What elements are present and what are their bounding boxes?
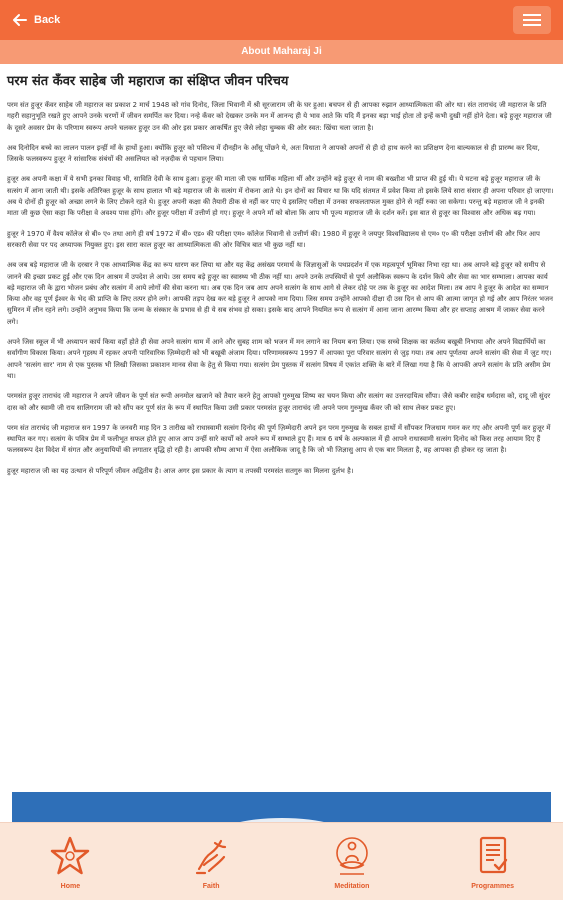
article-content[interactable]	[0, 64, 563, 822]
article-paragraph: परम संत हुजूर कँवर साहेब जी महाराज का प्रकाश 2 मार्च 1948 को गांव दिनोद, जिला भिवानी में श्री सूरजाराम जी के घर हुआ। बचपन से ही आपका रुझान आध्यात्मिकता की ओर था। संत ताराचंद जी महाराज के प्रति गहरी सहानुभूति रखते हुए आपने उनके चरणों में जीवन समर्पित कर दिया। नन्हे कँवर को देखकर उनके मन में आनन्द ही ये भाव आते कि यदि मैं इनका बड़ा भाई होता तो इन्हें कभी दुखी नहीं होने देता। बड़े हुजूर महाराज जी के दूसरे अवसर प्रेम के परिणाम स्वरूप अपने चलकर हुजूर उन की ओर इस प्रकार आकर्षित हुए जैसे लोहा चुम्बक की ओर स्वत: खिंचा चला जाता है।	[7, 101, 552, 132]
top-app-bar	[0, 0, 563, 40]
article-paragraph: अपने जिस स्कूल में भी अध्यापन कार्य किया वहाँ होते ही सेवा अपने सत्संग धाम में आने और सुबह शाम को भजन में मन लगाने का नियम बना लिया। एक सच्चे शिक्षक का कर्तव्य बखूबी निभाया और अपने विद्यार्थियों का सर्वांगीण विकास किया। अपने गृहस्थ में रहकर अपनी पारिवारिक ज़िम्मेदारी को भी बखूबी अंजाम दिया। परिणामस्वरूप 1997 में आपका पूरा परिवार सत्संग से जुड़ गया। तब आप पूर्णतया अपने सत्संग की सेवा में जुट गए। आपने 'सत्संग सार' नाम से एक पुस्तक भी लिखी जिसका प्रकाशन मानव सेवा के हेतु से किया गया। सत्संग प्रेम पुस्तक में सत्संग विषय में एकांत शक्ति के बारे में लिखा गया है कि ये आपकी अपने सत्संग के प्रति असीम प्रेम था।	[7, 338, 552, 380]
article-paragraph: अब जब बड़े महाराज जी के दरबार ने एक आध्यात्मिक केंद्र का रूप धारण कर लिया था और यह केंद्र असंख्य परमार्थ के जिज्ञासुओं के पथप्रदर्शन में एक महत्वपूर्ण भूमिका निभा रहा था। अब आपने बड़े हुजूर को समीप से जानने की इच्छा प्रकट हुई और एक दिन आश्रम में उपदेश ले आये। उस समय बड़े हुजूर का स्वास्थ्य भी ठीक नहीं था। अपने उनके तपस्वियों से पूर्ण अलौकिक स्वरूप के दर्शन किये और सेवा का भार सम्भाला। आपका कार्य बड़े महाराज जी के द्वारा भोजन प्रबंध और सत्संग में आये लोगों की सेवा करना था। अब एक दिन जब आप अपने सत्संग के साथ आगे से लेकर दोहे पर तक के हुजूर का आदेश मिला। तब आप ने हुजूर के आदेश का सम्मान किया और वह पूर्ण ईश्वर के भेद की प्राप्ति के लिए तत्पर होने लगे। आपकी तड़प देख कर बड़े हुजूर ने आपको नाम दिया। जिस समय उन्होंने आपको दीक्षा दी उस दिन से आप की आत्मा जागृत हो गई और आप निरंतर भजन सुमिरन में लीन रहने लगे। उन्होंने अनुभव किया कि जन्म के संस्कार के प्रभाव से ही ये सब संभव हो सका। इसके बाद आपने नियमित रूप से सत्संग में आना जाना आरम्भ किया और हर सप्ताह आश्रम में जाकर सेवा करने लगे।	[7, 261, 553, 326]
article-paragraph: अब दिनोदिन बच्चे का लालन पालन इन्हीं माँ के हाथों हुआ। क्योंकि हुजूर को पसिश्च में दीनहीन के आँसू पोंछने थे, अतः विधाता ने आपको अपनों से ही दो हाथ करने का प्रशिक्षण देना बाल्यकाल से ही प्रारम्भ कर दिया, जिसके फलस्वरूप हुजूर ने सांसारिक संबंधों की असलियत को नज़दीक से पहचान लिया।	[7, 143, 540, 164]
article-paragraph: हुजूर ने 1970 में वैश्य कॉलेज से बी० ए० तथा आगे ही वर्ष 1972 में बी० एड० की परीक्षा एम० कॉलेज भिवानी से उत्तीर्ण की। 1980 में हुजूर ने जयपुर विश्वविद्यालय से एम० ए० की परीक्षा उत्तीर्ण की और फिर आप सरकारी सेवा पर पद अध्यापक नियुक्त हुए। इस सारा काल हुजूर का आध्यात्मिकता की ओर विचित्र बात भी कुछ नहीं था।	[7, 229, 540, 249]
article-paragraph: परम संत ताराचंद जी महाराज सन 1997 के जनवरी माह दिन 3 तारीख को राधास्वामी सत्संग दिनोद की पूर्ण ज़िम्मेदारी अपने इन परम गुरुमुख के सबल हाथों में सौंपकर निजधाम गमन कर गए और अपनी पूर्ण कर हुजूर में स्थापित कर गए। सत्संग के पवित्र प्रेम में फलीभूत सफल होते हुए आज आप उन्हीं सारे कार्यों को अपने रूप में सम्भाले हुए हैं। मात्र 6 वर्ष के अल्पकाल में ही आपने राधास्वामी सत्संग दिनोद को किस तरह आयाम दिए हैं फलस्वरूप देश विदेश में संगत और अनुयायियों की लगातार वृद्धि हो रही है। आपकी सौम्य आभा में ऐसा अलौकिक जादू है कि जो भी जिज्ञासु आप से एक बार मिलता है, वह आपका ही होकर रह जाता है।	[7, 423, 551, 455]
document-icon	[473, 835, 513, 877]
arrow-left-icon	[12, 12, 28, 28]
hands-icon	[191, 835, 231, 877]
bottom-navigation	[0, 822, 563, 900]
page-title-bar	[0, 40, 563, 64]
nav-label-faith: Faith	[202, 883, 220, 890]
back-button[interactable]	[0, 12, 60, 28]
article-paragraph: हुजूर महाराज जी का यह उत्थान से परिपूर्ण जीवन अद्वितीय है। आज अगर इस प्रकार के त्याग व तपस्वी परमसंत सतगुरु का मिलना दुर्लभ है।	[7, 466, 354, 475]
article-paragraph: हुजूर अब अपनी कक्षा में ये सभी इनका विवाह भी, साविति देवी के साथ हुआ। हुजूर की माता जी एक धार्मिक महिला थीं और उन्होंने बड़े हुजूर से नाम की बख्शीश भी प्राप्त की हुई थी। ये घटना बड़े हुजूर महाराज जी के सत्संग में आना जाती थी। इसके अतिरिक्त हुजूर के साथ हालात भी बड़े महाराज जी के सत्संग में रोकना आते थे। इन दोनों का विचार था कि यदि संतमत में प्रवेश किया तो इसके लिये सारा संसार ही अपना परिवार हो जाएगा। अब ये दोनों ही हुजूर को अच्छा लगने के लिए टोकने रहते थे। हुजूर अपनी कक्षा की तैयारी ठीक से नहीं कर पाए ये इसलिए परीक्षा में उनका सफलताफल मुक्त होने से नहीं रुका जा सकेगा। परन्तु बड़े महाराज जी ने इनकी माता जी कुछ ऐसा कहा कि परीक्षा वे अवश्य पास होंगे। और हुजूर परीक्षा में उत्तीर्ण हो गए। हुजूर ने अपने माँ को बोला कि आप भी पूज्य महाराज जी के दर्शन करें। इस बात से हुजूर का विश्वास और अधिक बढ़ गया।	[7, 175, 554, 218]
article-title: परम संत कँवर साहेब जी महाराज का संक्षिप्त जीवन परिचय	[7, 74, 289, 89]
page-title: About Maharaj Ji	[241, 46, 322, 57]
star-icon	[50, 835, 90, 877]
nav-label-meditation: Meditation	[334, 883, 370, 890]
nav-label-programmes: Programmes	[471, 883, 515, 890]
nav-label-home: Home	[60, 883, 81, 890]
meditation-icon	[332, 835, 372, 877]
nav-item-meditation[interactable]	[282, 823, 423, 900]
hamburger-menu-icon	[522, 12, 542, 28]
nav-item-programmes[interactable]	[422, 823, 563, 900]
back-label: Back	[34, 14, 61, 26]
nav-item-faith[interactable]	[141, 823, 282, 900]
article-paragraph: परमसंत हुजूर ताराचंद जी महाराज ने अपने जीवन के पूर्ण संत रूपी अनमोल खजाने को तैयार करने हेतु आपको गुरुमुख शिष्य का चयन किया और सत्संग का उत्तरदायित्व सौंपा। जैसे कबीर साहेब धर्मदास को, दादू जी सुंदर दास को और स्वामी जी राय सालिगराम जी को सौंप कर पूर्ण संत के रूप में स्थापित किया उसी प्रकार परमसंत हुजूर ताराचंद जी अपने परम गुरुमुख कँवर जी को साथ लेकर प्रकट हुए।	[7, 392, 551, 412]
nav-item-home[interactable]	[0, 823, 141, 900]
menu-button[interactable]	[513, 6, 551, 34]
